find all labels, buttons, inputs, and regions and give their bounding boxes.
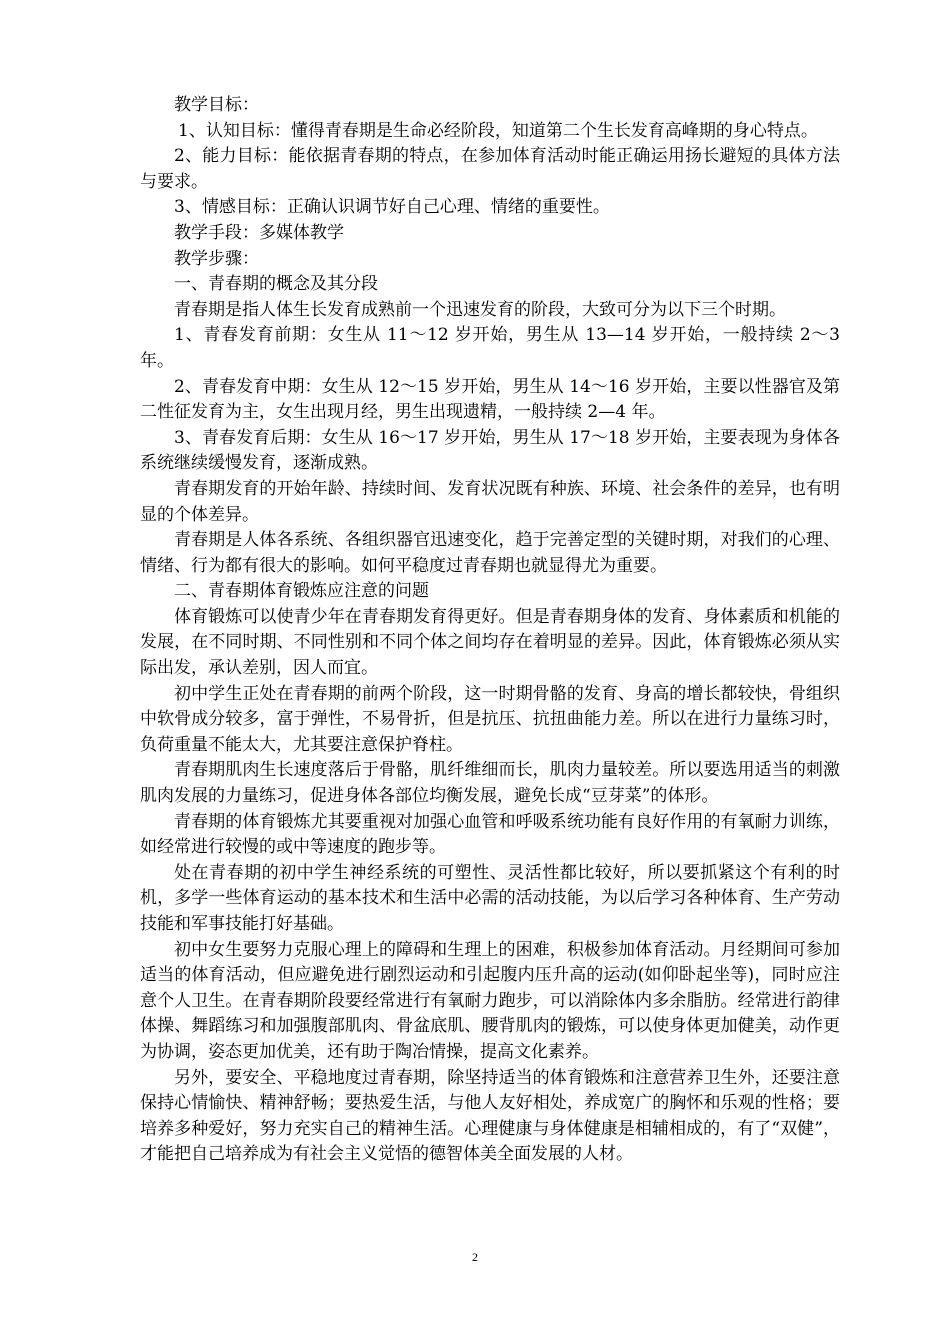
goal-ability: 2、能力目标：能依据青春期的特点，在参加体育活动时能正确运用扬长避短的具体方法与要求。 — [140, 146, 840, 192]
paragraph: 青春期的体育锻炼尤其要重视对加强心血管和呼吸系统功能有良好作用的有氧耐力训练，如经常进行较慢的或中等速度的跑步等。 — [140, 811, 840, 858]
teaching-means: 教学手段：多媒体教学 — [174, 222, 344, 243]
stage-middle: 2、青春发育中期：女生从 12～15 岁开始，男生从 14～16 岁开始，主要以性器官及第二性征发育为主，女生出现月经，男生出现遗精，一般持续 2—4 年。 — [140, 376, 840, 423]
heading-teaching-steps: 教学步骤： — [174, 248, 259, 269]
paragraph: 青春期是指人体生长发育成熟前一个迅速发育的阶段，大致可分为以下三个时期。 — [174, 299, 786, 320]
document-body — [140, 93, 840, 1168]
stage-late: 3、青春发育后期：女生从 16～17 岁开始，男生从 17～18 岁开始，主要表现为身体各系统继续缓慢发育，逐渐成熟。 — [140, 427, 840, 474]
paragraph: 青春期肌肉生长速度落后于骨骼，肌纤维细而长，肌肉力量较差。所以要选用适当的刺激肌肉发展的力量练习，促进身体各部位均衡发展，避免长成“豆芽菜”的体形。 — [140, 760, 840, 807]
heading-teaching-goals: 教学目标： — [174, 95, 259, 115]
paragraph: 青春期发育的开始年龄、持续时间、发育状况既有种族、环境、社会条件的差异，也有明显的个体差异。 — [140, 478, 840, 525]
paragraph: 初中女生要努力克服心理上的障碍和生理上的困难，积极参加体育活动。月经期间可参加适当的体育活动，但应避免进行剧烈运动和引起腹内压升高的运动(如仰卧起坐等)，同时应注意个人卫生。在青春期阶段要经常进行有氧耐力跑步，可以消除体内多余脂肪。经常进行韵律体操、舞蹈练习和加强腹部肌肉、骨盆底肌、腰背肌肉的锻炼，可以使身体更加健美，动作更为协调，姿态更加优美，还有助于陶冶情操，提高文化素养。 — [140, 939, 840, 1062]
paragraph: 处在青春期的初中学生神经系统的可塑性、灵活性都比较好，所以要抓紧这个有利的时机，多学一些体育运动的基本技术和生活中必需的活动技能，为以后学习各种体育、生产劳动技能和军事技能打好基础。 — [140, 862, 840, 934]
goal-emotional: 3、情感目标：正确认识调节好自己心理、情绪的重要性。 — [174, 197, 610, 218]
goal-cognitive: 1、认知目标：懂得青春期是生命必经阶段，知道第二个生长发育高峰期的身心特点。 — [178, 120, 818, 141]
stage-early: 1、青春发育前期：女生从 11～12 岁开始，男生从 13—14 岁开始，一般持续 2～3 年。 — [140, 325, 840, 371]
paragraph: 青春期是人体各系统、各组织器官迅速变化，趋于完善定型的关键时期，对我们的心理、情绪、行为都有很大的影响。如何平稳度过青春期也就显得尤为重要。 — [140, 530, 840, 576]
section-heading-1: 一、青春期的概念及其分段 — [174, 274, 378, 295]
paragraph: 体育锻炼可以使青少年在青春期发育得更好。但是青春期身体的发育、身体素质和机能的发展，在不同时期、不同性别和不同个体之间均存在着明显的差异。因此，体育锻炼必须从实际出发，承认差别，因人而宜。 — [140, 606, 840, 679]
paragraph: 初中学生正处在青春期的前两个阶段，这一时期骨骼的发育、身高的增长都较快，骨组织中软骨成分较多，富于弹性，不易骨折，但是抗压、抗扭曲能力差。所以在进行力量练习时，负荷重量不能太大，尤其要注意保护脊柱。 — [140, 683, 840, 755]
page-number: 2 — [472, 1250, 478, 1264]
paragraph: 另外，要安全、平稳地度过青春期，除坚持适当的体育锻炼和注意营养卫生外，还要注意保持心情愉快、精神舒畅；要热爱生活，与他人友好相处，养成宽广的胸怀和乐观的性格；要培养多种爱好，努力充实自己的精神生活。心理健康与身体健康是相辅相成的，有了“双健”，才能把自己培养成为有社会主义觉悟的德智体美全面发展的人材。 — [140, 1067, 840, 1165]
section-heading-2: 二、青春期体育锻炼应注意的问题 — [174, 581, 429, 602]
